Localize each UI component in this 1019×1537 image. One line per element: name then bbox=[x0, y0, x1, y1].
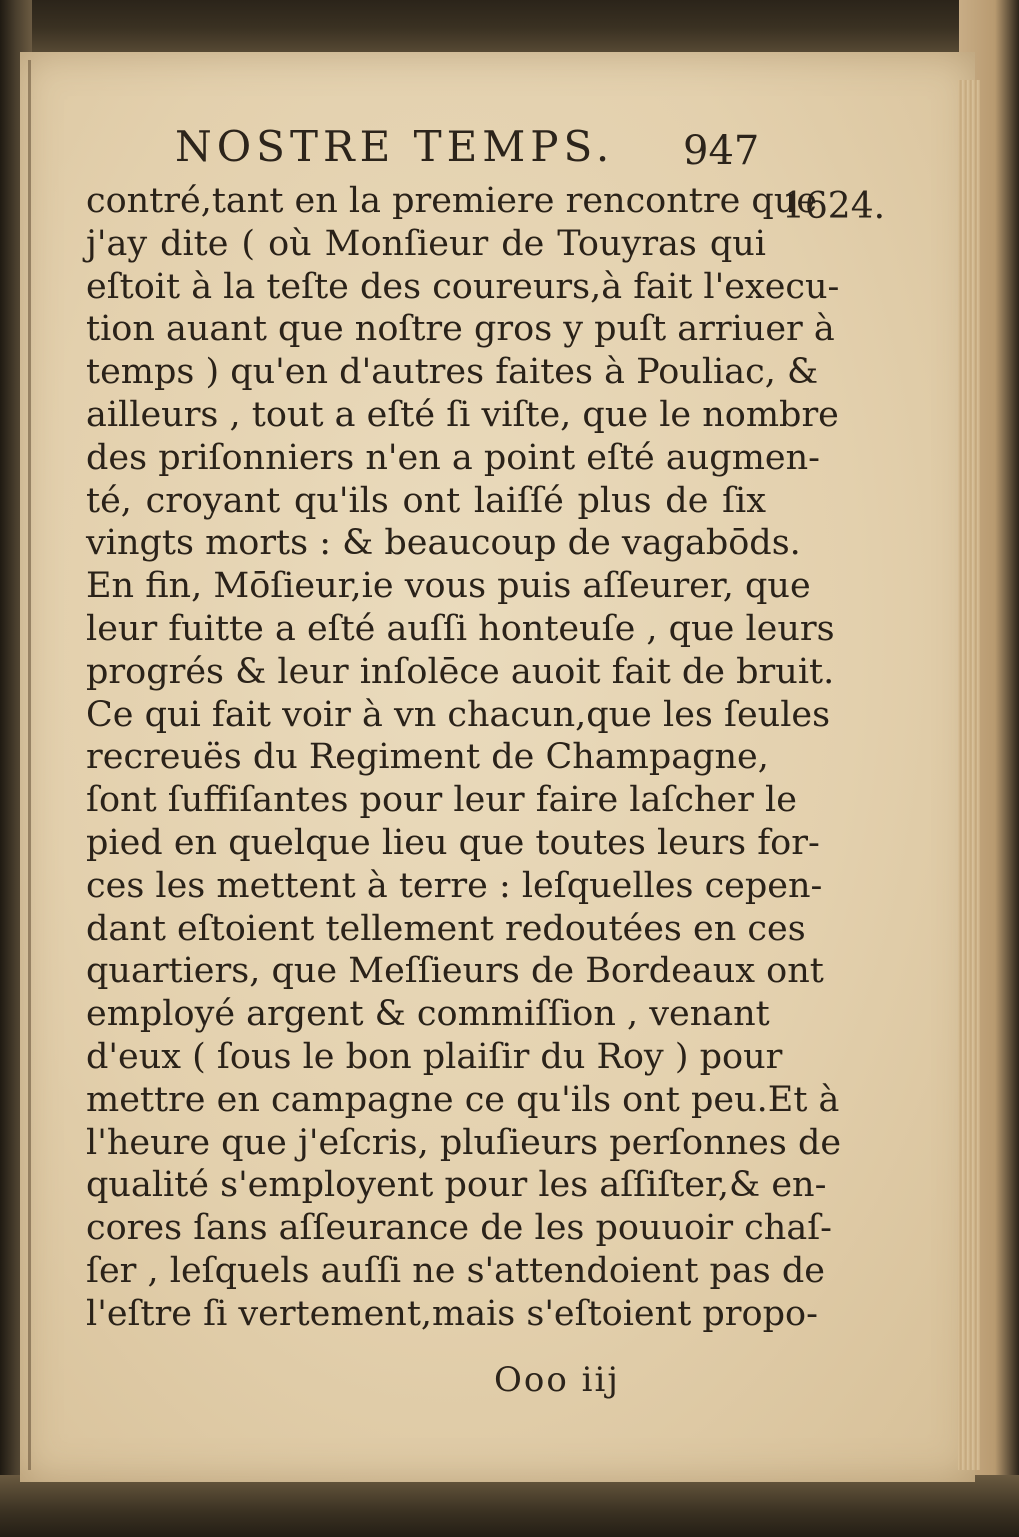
text-line: ſer , leſquels auſſi ne s'attendoient pas de bbox=[86, 1250, 826, 1291]
book-bottom-edge bbox=[0, 1475, 1019, 1537]
text-line: eſtoit à la teſte des coureurs,à fait l'execu- bbox=[86, 266, 840, 307]
text-line: progrés & leur inſolēce auoit fait de bruit. bbox=[86, 651, 835, 692]
text-line: pied en quelque lieu que toutes leurs for- bbox=[86, 822, 820, 863]
text-line: d'eux ( ſous le bon plaiſir du Roy ) pour bbox=[86, 1036, 783, 1077]
text-line: ailleurs , tout a eſté ſi viſte, que le nombre bbox=[86, 394, 839, 435]
signature-mark: Ooo iij bbox=[494, 1360, 620, 1400]
page-number: 947 bbox=[683, 128, 760, 174]
margin-year-note: 1624. bbox=[782, 186, 886, 227]
text-line: employé argent & commiſſion , venant bbox=[86, 994, 770, 1035]
text-line: leur fuitte a eſté auſſi honteuſe , que leurs bbox=[86, 608, 835, 649]
gutter-fold bbox=[28, 60, 31, 1470]
running-title: NOSTRE TEMPS. bbox=[175, 122, 615, 171]
text-line: recreuës du Regiment de Champagne, bbox=[86, 737, 769, 778]
text-line: tion auant que noſtre gros y puſt arriuer à bbox=[86, 309, 835, 350]
page-stack-edges bbox=[958, 80, 980, 1470]
text-line: cores ſans aſſeurance de les pouuoir chaſ- bbox=[86, 1208, 832, 1249]
text-line: contré,tant en la premiere rencontre que bbox=[86, 181, 818, 221]
text-line: En fin, Mōſieur,ie vous puis aſſeurer, que bbox=[86, 566, 811, 607]
text-line: mettre en campagne ce qu'ils ont peu.Et à bbox=[86, 1079, 840, 1120]
text-line: vingts morts : & beaucoup de vagabōds. bbox=[86, 523, 801, 564]
text-line: ces les mettent à terre : leſquelles cepen- bbox=[86, 865, 823, 906]
text-line: té, croyant qu'ils ont laiſſé plus de ſix bbox=[86, 480, 766, 521]
text-line: l'heure que j'eſcris, pluſieurs perſonnes de bbox=[86, 1122, 842, 1163]
text-line: Ce qui fait voir à vn chacun,que les ſeules bbox=[86, 694, 831, 735]
text-line: quartiers, que Meſſieurs de Bordeaux ont bbox=[86, 951, 824, 992]
text-line: temps ) qu'en d'autres faites à Pouliac, & bbox=[86, 352, 819, 393]
text-line: dant eſtoient tellement redoutées en ces bbox=[86, 908, 806, 949]
text-line: des priſonniers n'en a point eſté augmen- bbox=[86, 437, 820, 478]
text-line: l'eſtre ſi vertement,mais s'eſtoient propo- bbox=[86, 1293, 818, 1334]
text-line: j'ay dite ( où Monſieur de Touyras qui bbox=[86, 223, 766, 264]
text-line: qualité s'employent pour les aſſiſter,& en- bbox=[86, 1165, 827, 1206]
text-line: ſont ſuffiſantes pour leur faire laſcher le bbox=[86, 780, 797, 821]
